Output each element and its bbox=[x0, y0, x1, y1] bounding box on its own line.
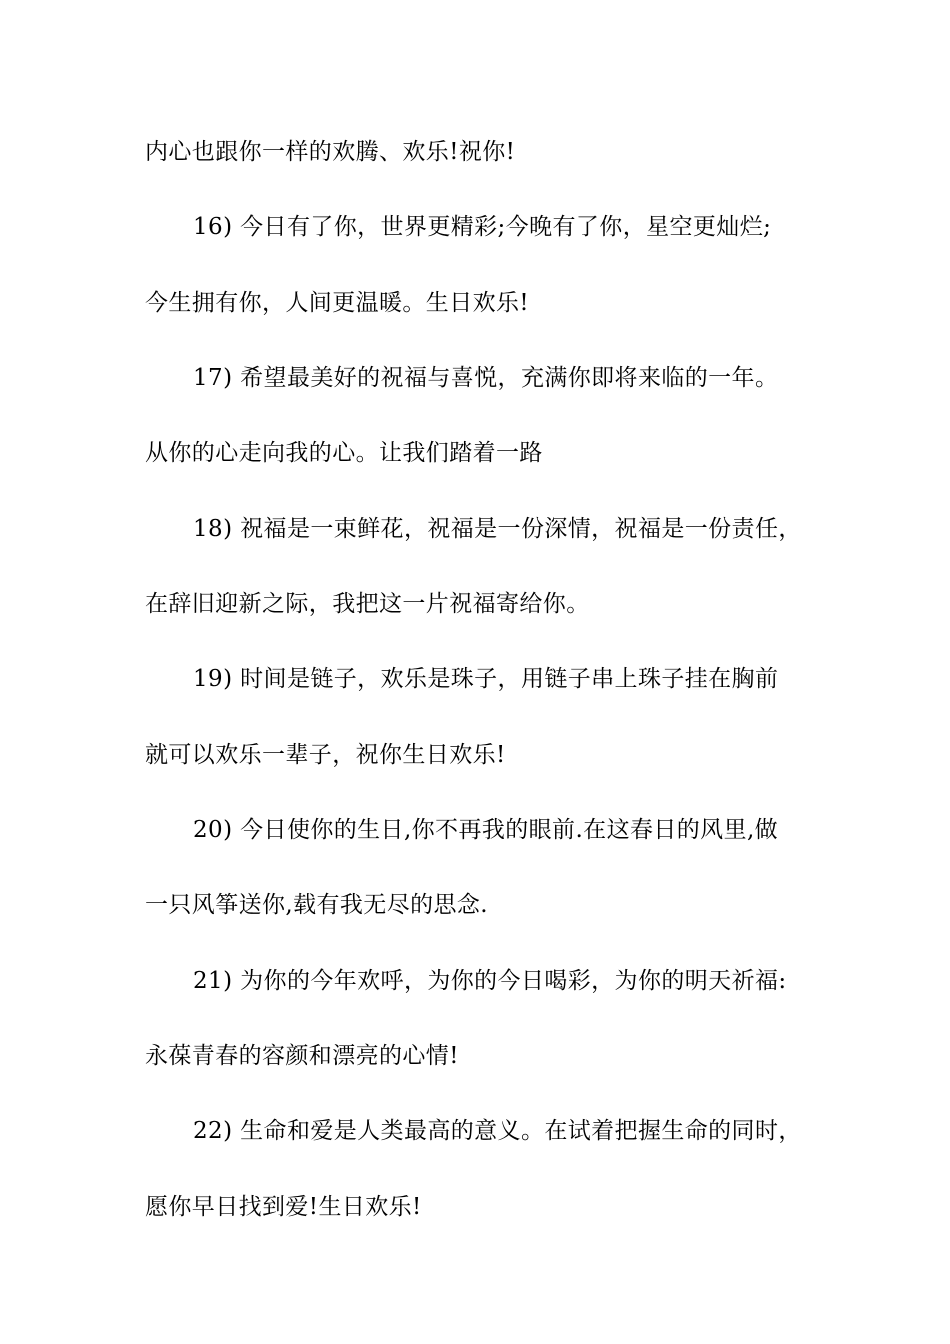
wish-16-line-1: 16) 今日有了你，世界更精彩;今晚有了你，星空更灿烂; bbox=[193, 214, 772, 240]
wish-22-line-1: 22) 生命和爱是人类最高的意义。在试着把握生命的同时， bbox=[193, 1118, 802, 1144]
wish-22-line-2: 愿你早日找到爱!生日欢乐! bbox=[145, 1194, 422, 1220]
wish-18-line-1: 18) 祝福是一束鲜花，祝福是一份深情，祝福是一份责任， bbox=[193, 516, 802, 542]
text-line: 内心也跟你一样的欢腾、欢乐!祝你! bbox=[145, 139, 516, 165]
wish-19-line-1: 19) 时间是链子，欢乐是珠子，用链子串上珠子挂在胸前 bbox=[193, 666, 779, 692]
wish-16-line-2: 今生拥有你，人间更温暖。生日欢乐! bbox=[145, 290, 530, 316]
wish-21-line-1: 21) 为你的今年欢呼，为你的今日喝彩，为你的明天祈福: bbox=[193, 968, 787, 994]
wish-18-line-2: 在辞旧迎新之际，我把这一片祝福寄给你。 bbox=[145, 591, 590, 617]
wish-19-line-2: 就可以欢乐一辈子，祝你生日欢乐! bbox=[145, 742, 506, 768]
wish-20-line-1: 20) 今日使你的生日,你不再我的眼前.在这春日的风里,做 bbox=[193, 817, 779, 843]
wish-17-line-1: 17) 希望最美好的祝福与喜悦，充满你即将来临的一年。 bbox=[193, 365, 779, 391]
wish-21-line-2: 永葆青春的容颜和漂亮的心情! bbox=[145, 1043, 459, 1069]
wish-20-line-2: 一只风筝送你,载有我无尽的思念. bbox=[145, 892, 489, 918]
wish-17-line-2: 从你的心走向我的心。让我们踏着一路 bbox=[145, 440, 543, 466]
